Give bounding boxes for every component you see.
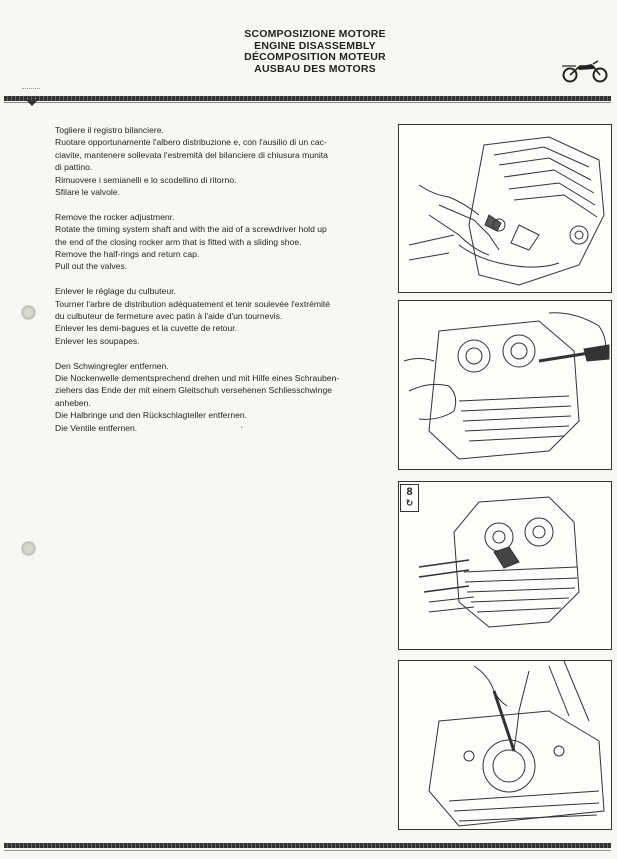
motorcycle-icon: [560, 58, 610, 84]
figure-rocker-arm: [398, 124, 612, 293]
bottom-divider-thin: [4, 850, 611, 851]
text-line: Tourner l'arbre de distribution adéquatement et tenir soulevée l'extrémité: [55, 298, 331, 309]
text-line: Remove the half-rings and return cap.: [55, 249, 200, 260]
paragraph-english: [55, 211, 385, 273]
text-line: Rotate the timing system shaft and with the aid of a screwdriver hold up: [55, 224, 327, 235]
text-line: du culbuteur de fermeture avec patin à l'aide d'un tournevis.: [55, 311, 283, 322]
text-line: Ruotare opportunamente l'albero distribuzione e, con l'ausilio di un cac-: [55, 137, 327, 148]
figure-cylinder-head-studs: [398, 481, 612, 650]
text-line: anheben.: [55, 397, 91, 408]
page-title: [200, 29, 430, 75]
special-tool-icon: 8 ↻: [400, 484, 419, 512]
text-line: Enlever le réglage du culbuteur.: [55, 286, 176, 297]
text-line: di pattino.: [55, 162, 93, 173]
stray-mark: ʻ: [241, 425, 243, 434]
title-it: SCOMPOSIZIONE MOTORE: [244, 28, 386, 40]
paragraph-german: [55, 360, 385, 434]
text-line: the end of the closing rocker arm that is fitted with a sliding shoe.: [55, 236, 302, 247]
tool-number: 8: [406, 486, 413, 498]
text-line: Remove the rocker adjustmenr.: [55, 211, 175, 222]
binder-hole: [21, 541, 36, 556]
text-line: Den Schwingregler entfernen.: [55, 360, 169, 371]
bottom-divider: [4, 843, 611, 848]
text-line: Pull out the valves.: [55, 261, 128, 272]
instructions-column: [55, 124, 385, 447]
text-line: Die Ventile entfernen.: [55, 422, 138, 433]
top-divider: [4, 96, 611, 101]
text-line: ziehers das Ende der mit einem Gleitschuh versehenen Schliesschwinge: [55, 385, 333, 396]
text-line: Togliere il registro bilanciere.: [55, 125, 164, 135]
divider-notch: [26, 100, 38, 106]
paragraph-french: [55, 285, 385, 347]
margin-mark: [22, 88, 40, 92]
text-line: Enlever les demi-bagues et la cuvette de retour.: [55, 323, 238, 334]
paragraph-italian: [55, 124, 385, 198]
top-divider-thin: [4, 102, 611, 103]
text-line: Enlever les soupapes.: [55, 335, 140, 346]
binder-hole: [21, 305, 36, 320]
title-fr: DÉCOMPOSITION MOTEUR: [244, 51, 386, 63]
title-en: ENGINE DISASSEMBLY: [254, 39, 376, 52]
text-line: Die Halbringe und den Rückschlagteller entfernen.: [55, 410, 248, 421]
figure-cylinder-head-side: [398, 300, 612, 470]
text-line: Sfilare le valvole.: [55, 187, 120, 198]
text-line: Die Nockenwelle dementsprechend drehen und mit Hilfe eines Schrauben-: [55, 373, 340, 384]
text-line: ciavite, mantenere sollevata l'estremità del bilanciere di chiusura munita: [55, 149, 328, 160]
text-line: Rimuovere i semianelli e lo scodellino di ritorno.: [55, 174, 237, 185]
figure-valve-removal: [398, 660, 612, 830]
title-de: AUSBAU DES MOTORS: [254, 62, 376, 75]
